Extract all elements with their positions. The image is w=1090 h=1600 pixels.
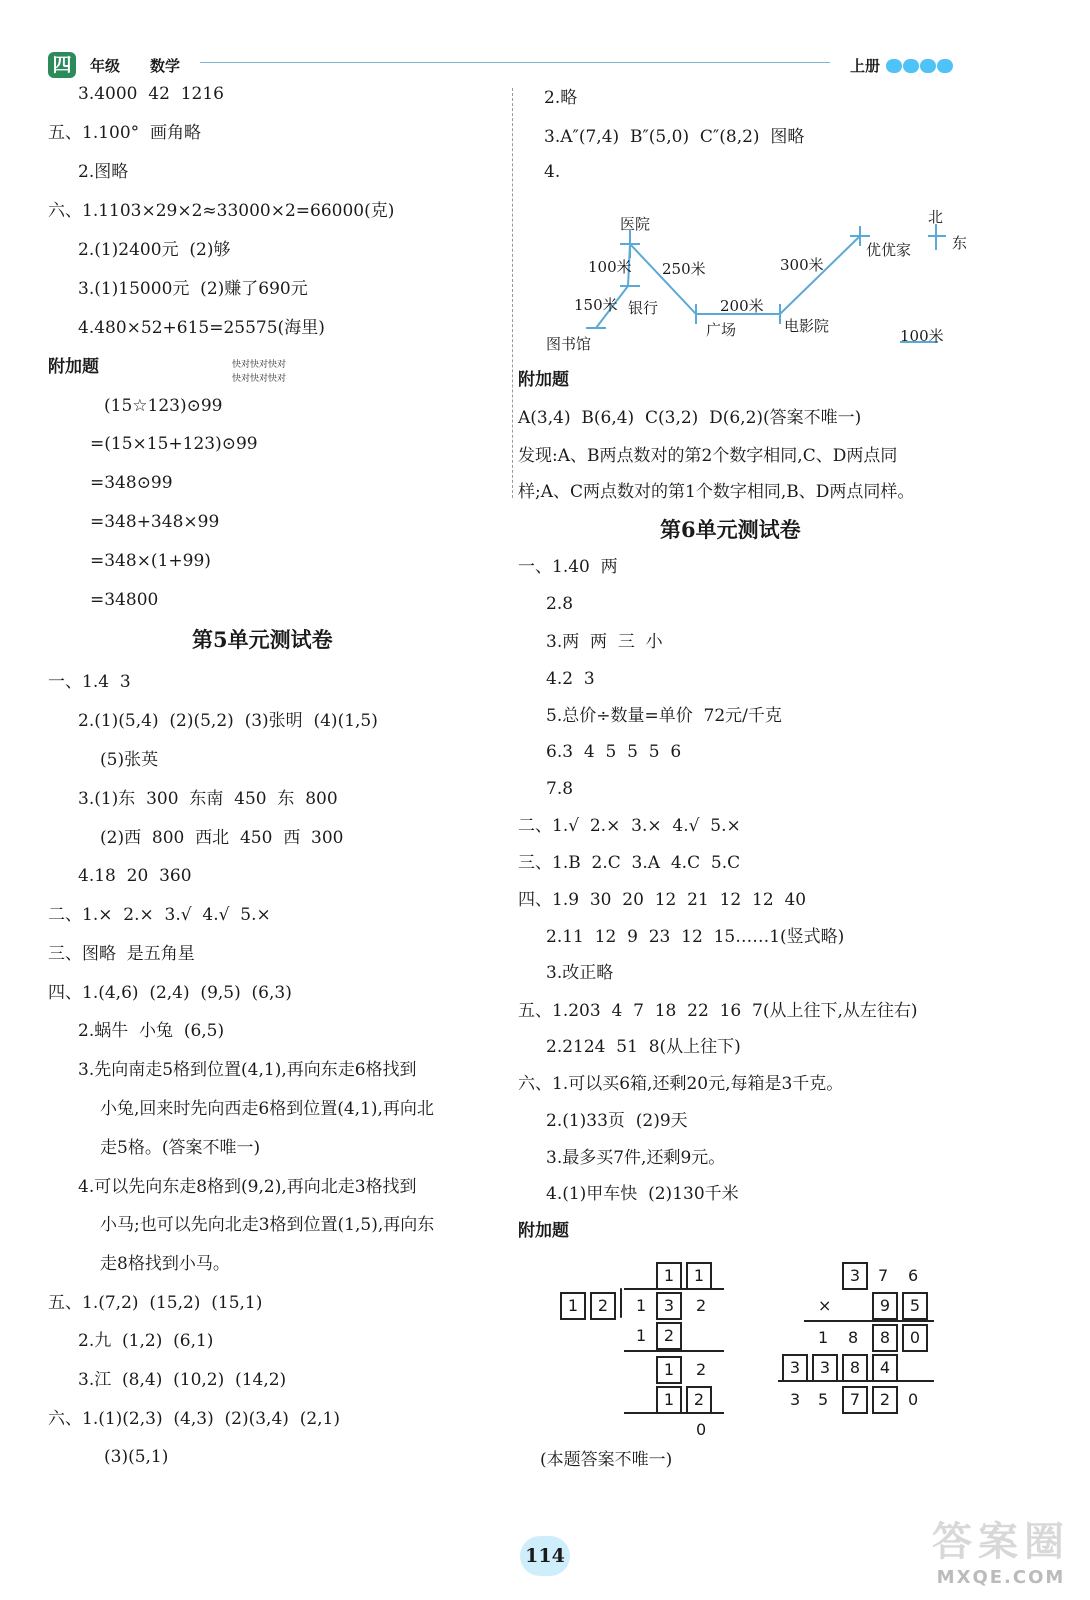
left-answer-line: 4.480×52+615=25575(海里) xyxy=(78,318,325,338)
left-answer-line: 2.(1)2400元 (2)够 xyxy=(78,240,231,260)
grade-badge: 四 xyxy=(48,52,76,78)
right-answer-line: 三、1.B 2.C 3.A 4.C 5.C xyxy=(518,853,741,873)
right-answer-line: 2.2124 51 8(从上往下) xyxy=(546,1037,741,1057)
digit-box: 5 xyxy=(902,1292,928,1320)
left-answer-line: (3)(5,1) xyxy=(104,1447,169,1467)
digit-box: 7 xyxy=(842,1386,868,1414)
right-answer-line: 二、1.√ 2.× 3.× 4.√ 5.× xyxy=(518,816,741,836)
left-answer-line: (5)张英 xyxy=(100,750,159,770)
digit: × xyxy=(818,1296,832,1315)
right-answer-line: 6.3 4 5 5 5 6 xyxy=(546,742,682,762)
left-answer-line: =348×(1+99) xyxy=(90,551,211,571)
left-answer-line: 小马;也可以先向北走3格到位置(1,5),再向东 xyxy=(100,1215,435,1235)
watermark-url: MXQE.COM xyxy=(936,1567,1066,1588)
digit: 3 xyxy=(790,1390,801,1409)
right-answer-line: 附加题 xyxy=(518,1221,569,1241)
right-answer-line: 5.总价÷数量=单价 72元/千克 xyxy=(546,706,782,726)
division-bracket xyxy=(620,1288,622,1318)
rule-line xyxy=(624,1412,724,1414)
right-answer-line: 4.(1)甲车快 (2)130千米 xyxy=(546,1184,739,1204)
digit: 0 xyxy=(908,1390,919,1409)
digit-box: 9 xyxy=(872,1292,898,1320)
map-label: 250米 xyxy=(662,260,706,278)
left-answer-line: =34800 xyxy=(90,590,159,610)
digit-box: 2 xyxy=(872,1386,898,1414)
map-label: 300米 xyxy=(780,256,824,274)
volume-label: 上册 xyxy=(850,57,881,75)
digit: 6 xyxy=(908,1266,919,1285)
digit-box: 3 xyxy=(842,1262,868,1290)
right-answer-line: 3.A″(7,4) B″(5,0) C″(8,2) 图略 xyxy=(544,127,805,147)
map-label: 银行 xyxy=(628,299,659,317)
rule-line xyxy=(804,1320,934,1322)
map-label: 电影院 xyxy=(784,317,830,335)
digit-box: 1 xyxy=(656,1356,682,1384)
left-answer-line: 4.18 20 360 xyxy=(78,866,192,886)
digit-box: 4 xyxy=(872,1354,898,1382)
digit: 5 xyxy=(818,1390,829,1409)
digit: 1 xyxy=(818,1328,829,1347)
right-answer-line: 2.11 12 9 23 12 15……1(竖式略) xyxy=(546,927,845,947)
digit-box: 1 xyxy=(656,1262,682,1290)
digit-box: 3 xyxy=(782,1354,808,1382)
right-answer-line: 4. xyxy=(544,162,561,182)
header-dots xyxy=(886,58,954,77)
left-answer-line: 六、1.(1)(2,3) (4,3) (2)(3,4) (2,1) xyxy=(48,1409,341,1429)
map-label: 图书馆 xyxy=(546,335,592,353)
right-answer-line: 附加题 xyxy=(518,370,569,390)
left-answer-line: 附加题 xyxy=(48,357,99,377)
subject-label: 数学 xyxy=(150,57,181,75)
right-answer-line: 2.略 xyxy=(544,88,578,108)
map-label: 医院 xyxy=(620,215,651,233)
left-answer-line: 一、1.4 3 xyxy=(48,672,131,692)
header-rule xyxy=(200,62,830,63)
digit-box: 2 xyxy=(686,1386,712,1414)
left-answer-line: 五、1.(7,2) (15,2) (15,1) xyxy=(48,1293,263,1313)
left-answer-line: 三、图略 是五角星 xyxy=(48,944,195,964)
map-label: 100米 xyxy=(588,258,632,276)
map-label: 东 xyxy=(952,234,968,252)
right-answer-line: 一、1.40 两 xyxy=(518,557,618,577)
left-answer-line: 走8格找到小马。 xyxy=(100,1254,230,1274)
right-answer-line: A(3,4) B(6,4) C(3,2) D(6,2)(答案不唯一) xyxy=(518,408,862,428)
digit-box: 2 xyxy=(656,1322,682,1350)
left-answer-line: (15☆123)⊙99 xyxy=(104,396,223,416)
map-label: 150米 xyxy=(574,296,618,314)
page-number: 114 xyxy=(520,1536,570,1576)
left-answer-line: 2.图略 xyxy=(78,162,129,182)
watermark-logo: 答案圈 xyxy=(932,1519,1070,1565)
digit-box: 2 xyxy=(590,1292,616,1320)
left-answer-line: 二、1.× 2.× 3.√ 4.√ 5.× xyxy=(48,905,271,925)
digit: 7 xyxy=(878,1266,889,1285)
map-label: 优优家 xyxy=(866,241,912,259)
right-answer-line: 3.改正略 xyxy=(546,963,614,983)
right-answer-line: 7.8 xyxy=(546,779,574,799)
left-answer-line: 五、1.100° 画角略 xyxy=(48,123,201,143)
tiny-note-1: 快对快对快对 xyxy=(232,360,287,370)
digit-box: 3 xyxy=(656,1292,682,1320)
right-answer-line: 六、1.可以买6箱,还剩20元,每箱是3千克。 xyxy=(518,1074,844,1094)
digit: 1 xyxy=(636,1296,647,1315)
left-answer-line: 四、1.(4,6) (2,4) (9,5) (6,3) xyxy=(48,983,292,1003)
left-answer-line: (2)西 800 西北 450 西 300 xyxy=(100,828,344,848)
digit-box: 1 xyxy=(560,1292,586,1320)
digit-box: 8 xyxy=(842,1354,868,1382)
digit-box: 3 xyxy=(812,1354,838,1382)
rule-line xyxy=(624,1350,724,1352)
left-answer-line: 3.4000 42 1216 xyxy=(78,84,224,104)
right-answer-line: 3.最多买7件,还剩9元。 xyxy=(546,1148,726,1168)
left-answer-line: =(15×15+123)⊙99 xyxy=(90,434,258,454)
unit5-title: 第5单元测试卷 xyxy=(192,627,333,652)
right-answer-line: 发现:A、B两点数对的第2个数字相同,C、D两点同 xyxy=(518,446,898,466)
tiny-note-2: 快对快对快对 xyxy=(232,374,287,384)
digit: 1 xyxy=(636,1326,647,1345)
left-answer-line: 2.九 (1,2) (6,1) xyxy=(78,1331,214,1351)
digit: 8 xyxy=(848,1328,859,1347)
digit: 0 xyxy=(696,1420,707,1439)
digit: 2 xyxy=(696,1360,707,1379)
right-answer-line: 4.2 3 xyxy=(546,669,595,689)
digit-box: 1 xyxy=(686,1262,712,1290)
right-answer-line: (本题答案不唯一) xyxy=(540,1450,673,1470)
left-answer-line: 3.先向南走5格到位置(4,1),再向东走6格找到 xyxy=(78,1060,417,1080)
left-answer-line: 2.蜗牛 小兔 (6,5) xyxy=(78,1021,225,1041)
right-answer-line: 3.两 两 三 小 xyxy=(546,632,663,652)
left-answer-line: 六、1.1103×29×2≈33000×2=66000(克) xyxy=(48,201,395,221)
map-label: 200米 xyxy=(720,297,764,315)
right-answer-line: 五、1.203 4 7 18 22 16 7(从上往下,从左往右) xyxy=(518,1001,918,1021)
left-answer-line: 4.可以先向东走8格到(9,2),再向北走3格找到 xyxy=(78,1177,417,1197)
digit: 2 xyxy=(696,1296,707,1315)
digit-box: 0 xyxy=(902,1324,928,1352)
grade-label: 年级 xyxy=(90,57,121,75)
left-answer-line: 3.(1)15000元 (2)赚了690元 xyxy=(78,279,308,299)
left-answer-line: 走5格。(答案不唯一) xyxy=(100,1138,261,1158)
unit6-title: 第6单元测试卷 xyxy=(660,517,801,542)
right-answer-line: 样;A、C两点数对的第1个数字相同,B、D两点同样。 xyxy=(518,482,915,502)
watermark xyxy=(932,1510,1070,1588)
right-answer-line: 2.(1)33页 (2)9天 xyxy=(546,1111,688,1131)
left-answer-line: 2.(1)(5,4) (2)(5,2) (3)张明 (4)(1,5) xyxy=(78,711,378,731)
left-answer-line: 3.江 (8,4) (10,2) (14,2) xyxy=(78,1370,287,1390)
map-label: 北 xyxy=(928,208,944,226)
rule-line xyxy=(624,1288,724,1290)
left-answer-line: =348⊙99 xyxy=(90,473,173,493)
map-label: 广场 xyxy=(706,321,737,339)
map-label: 100米 xyxy=(900,327,944,345)
left-answer-line: 小兔,回来时先向西走6格到位置(4,1),再向北 xyxy=(100,1099,434,1119)
left-answer-line: =348+348×99 xyxy=(90,512,220,532)
column-divider xyxy=(512,88,513,498)
digit-box: 8 xyxy=(872,1324,898,1352)
left-answer-line: 3.(1)东 300 东南 450 东 800 xyxy=(78,789,338,809)
digit-box: 1 xyxy=(656,1386,682,1414)
rule-line xyxy=(778,1380,934,1382)
right-answer-line: 四、1.9 30 20 12 21 12 12 40 xyxy=(518,890,807,910)
right-answer-line: 2.8 xyxy=(546,594,574,614)
